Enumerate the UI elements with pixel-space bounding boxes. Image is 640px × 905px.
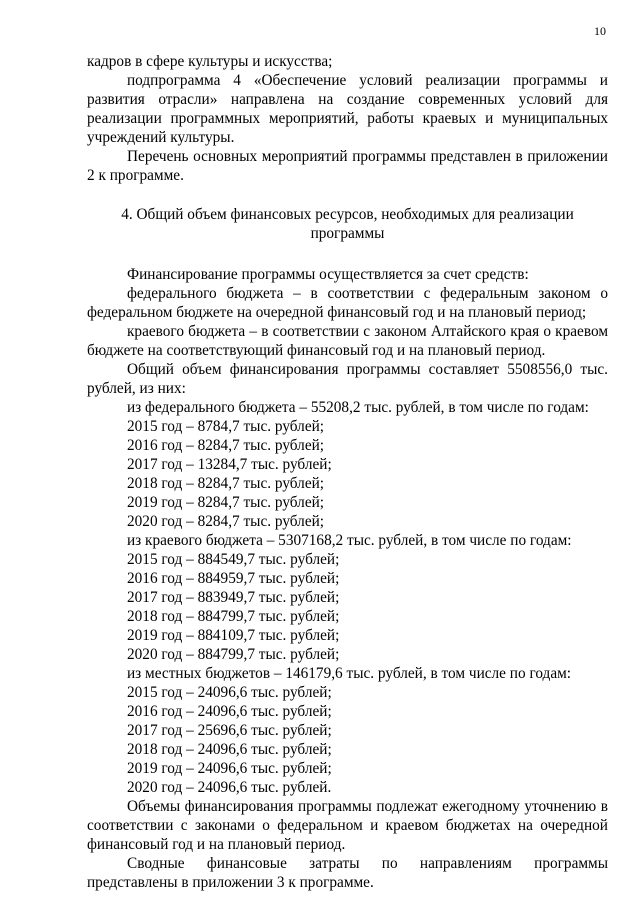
regional-year-line: 2017 год – 883949,7 тыс. рублей; <box>127 589 340 606</box>
federal-year-line: 2016 год – 8284,7 тыс. рублей; <box>127 437 325 454</box>
local-year-line: 2015 год – 24096,6 тыс. рублей; <box>127 684 332 701</box>
regional-budget-title: из краевого бюджета – 5307168,2 тыс. рублей, в том числе по годам: <box>127 532 572 549</box>
federal-budget-block <box>87 398 608 531</box>
federal-year-line: 2019 год – 8284,7 тыс. рублей; <box>127 494 325 511</box>
intro-paragraph-3: Перечень основных мероприятий программы представлен в приложении 2 к программе. <box>87 148 608 184</box>
local-year-line: 2017 год – 25696,6 тыс. рублей; <box>127 722 332 739</box>
federal-budget-title: из федерального бюджета – 55208,2 тыс. рублей, в том числе по годам: <box>127 399 589 416</box>
federal-year-line: 2018 год – 8284,7 тыс. рублей; <box>127 475 325 492</box>
body-paragraph-2: федерального бюджета – в соответствии с федеральным законом о федеральном бюджете на очередной финансовый год и на плановый период; <box>87 285 608 321</box>
page-number: 10 <box>594 24 606 38</box>
intro-paragraph-2: подпрограмма 4 «Обеспечение условий реализации программы и развития отрасли» направлена на создание современных условий для реализации программных мероприятий, работы краевых и муниципальных учреждений культуры. <box>87 72 608 146</box>
local-year-line: 2019 год – 24096,6 тыс. рублей; <box>127 760 332 777</box>
local-year-line: 2016 год – 24096,6 тыс. рублей; <box>127 703 332 720</box>
intro-paragraph-1: кадров в сфере культуры и искусства; <box>87 53 333 70</box>
page-content <box>87 52 608 892</box>
closing-paragraph-1: Объемы финансирования программы подлежат ежегодному уточнению в соответствии с законами о федеральном и краевом бюджетах на очередной финансовый год и на плановый период. <box>87 798 608 853</box>
local-budget-title: из местных бюджетов – 146179,6 тыс. рублей, в том числе по годам: <box>127 665 572 682</box>
regional-budget-block <box>87 531 608 664</box>
local-budget-block <box>87 664 608 797</box>
section-heading <box>87 205 608 243</box>
closing-paragraph-2: Сводные финансовые затраты по направлениям программы представлены в приложении 3 к программе. <box>87 855 608 891</box>
body-paragraph-4: Общий объем финансирования программы составляет 5508556,0 тыс. рублей, из них: <box>87 361 608 397</box>
regional-year-line: 2019 год – 884109,7 тыс. рублей; <box>127 627 340 644</box>
regional-year-line: 2018 год – 884799,7 тыс. рублей; <box>127 608 340 625</box>
federal-year-line: 2020 год – 8284,7 тыс. рублей; <box>127 513 325 530</box>
federal-year-line: 2015 год – 8784,7 тыс. рублей; <box>127 418 325 435</box>
regional-year-line: 2020 год – 884799,7 тыс. рублей; <box>127 646 340 663</box>
regional-year-line: 2016 год – 884959,7 тыс. рублей; <box>127 570 340 587</box>
body-paragraph-3: краевого бюджета – в соответствии с законом Алтайского края о краевом бюджете на соответствующий финансовый год и на плановый период. <box>87 323 608 359</box>
regional-year-line: 2015 год – 884549,7 тыс. рублей; <box>127 551 340 568</box>
local-year-line: 2020 год – 24096,6 тыс. рублей. <box>127 779 332 796</box>
federal-year-line: 2017 год – 13284,7 тыс. рублей; <box>127 456 332 473</box>
local-year-line: 2018 год – 24096,6 тыс. рублей; <box>127 741 332 758</box>
section-heading-line-2: программы <box>310 225 385 242</box>
section-heading-line-1: 4. Общий объем финансовых ресурсов, необходимых для реализации <box>121 206 574 223</box>
body-paragraph-1: Финансирование программы осуществляется за счет средств: <box>127 266 529 283</box>
